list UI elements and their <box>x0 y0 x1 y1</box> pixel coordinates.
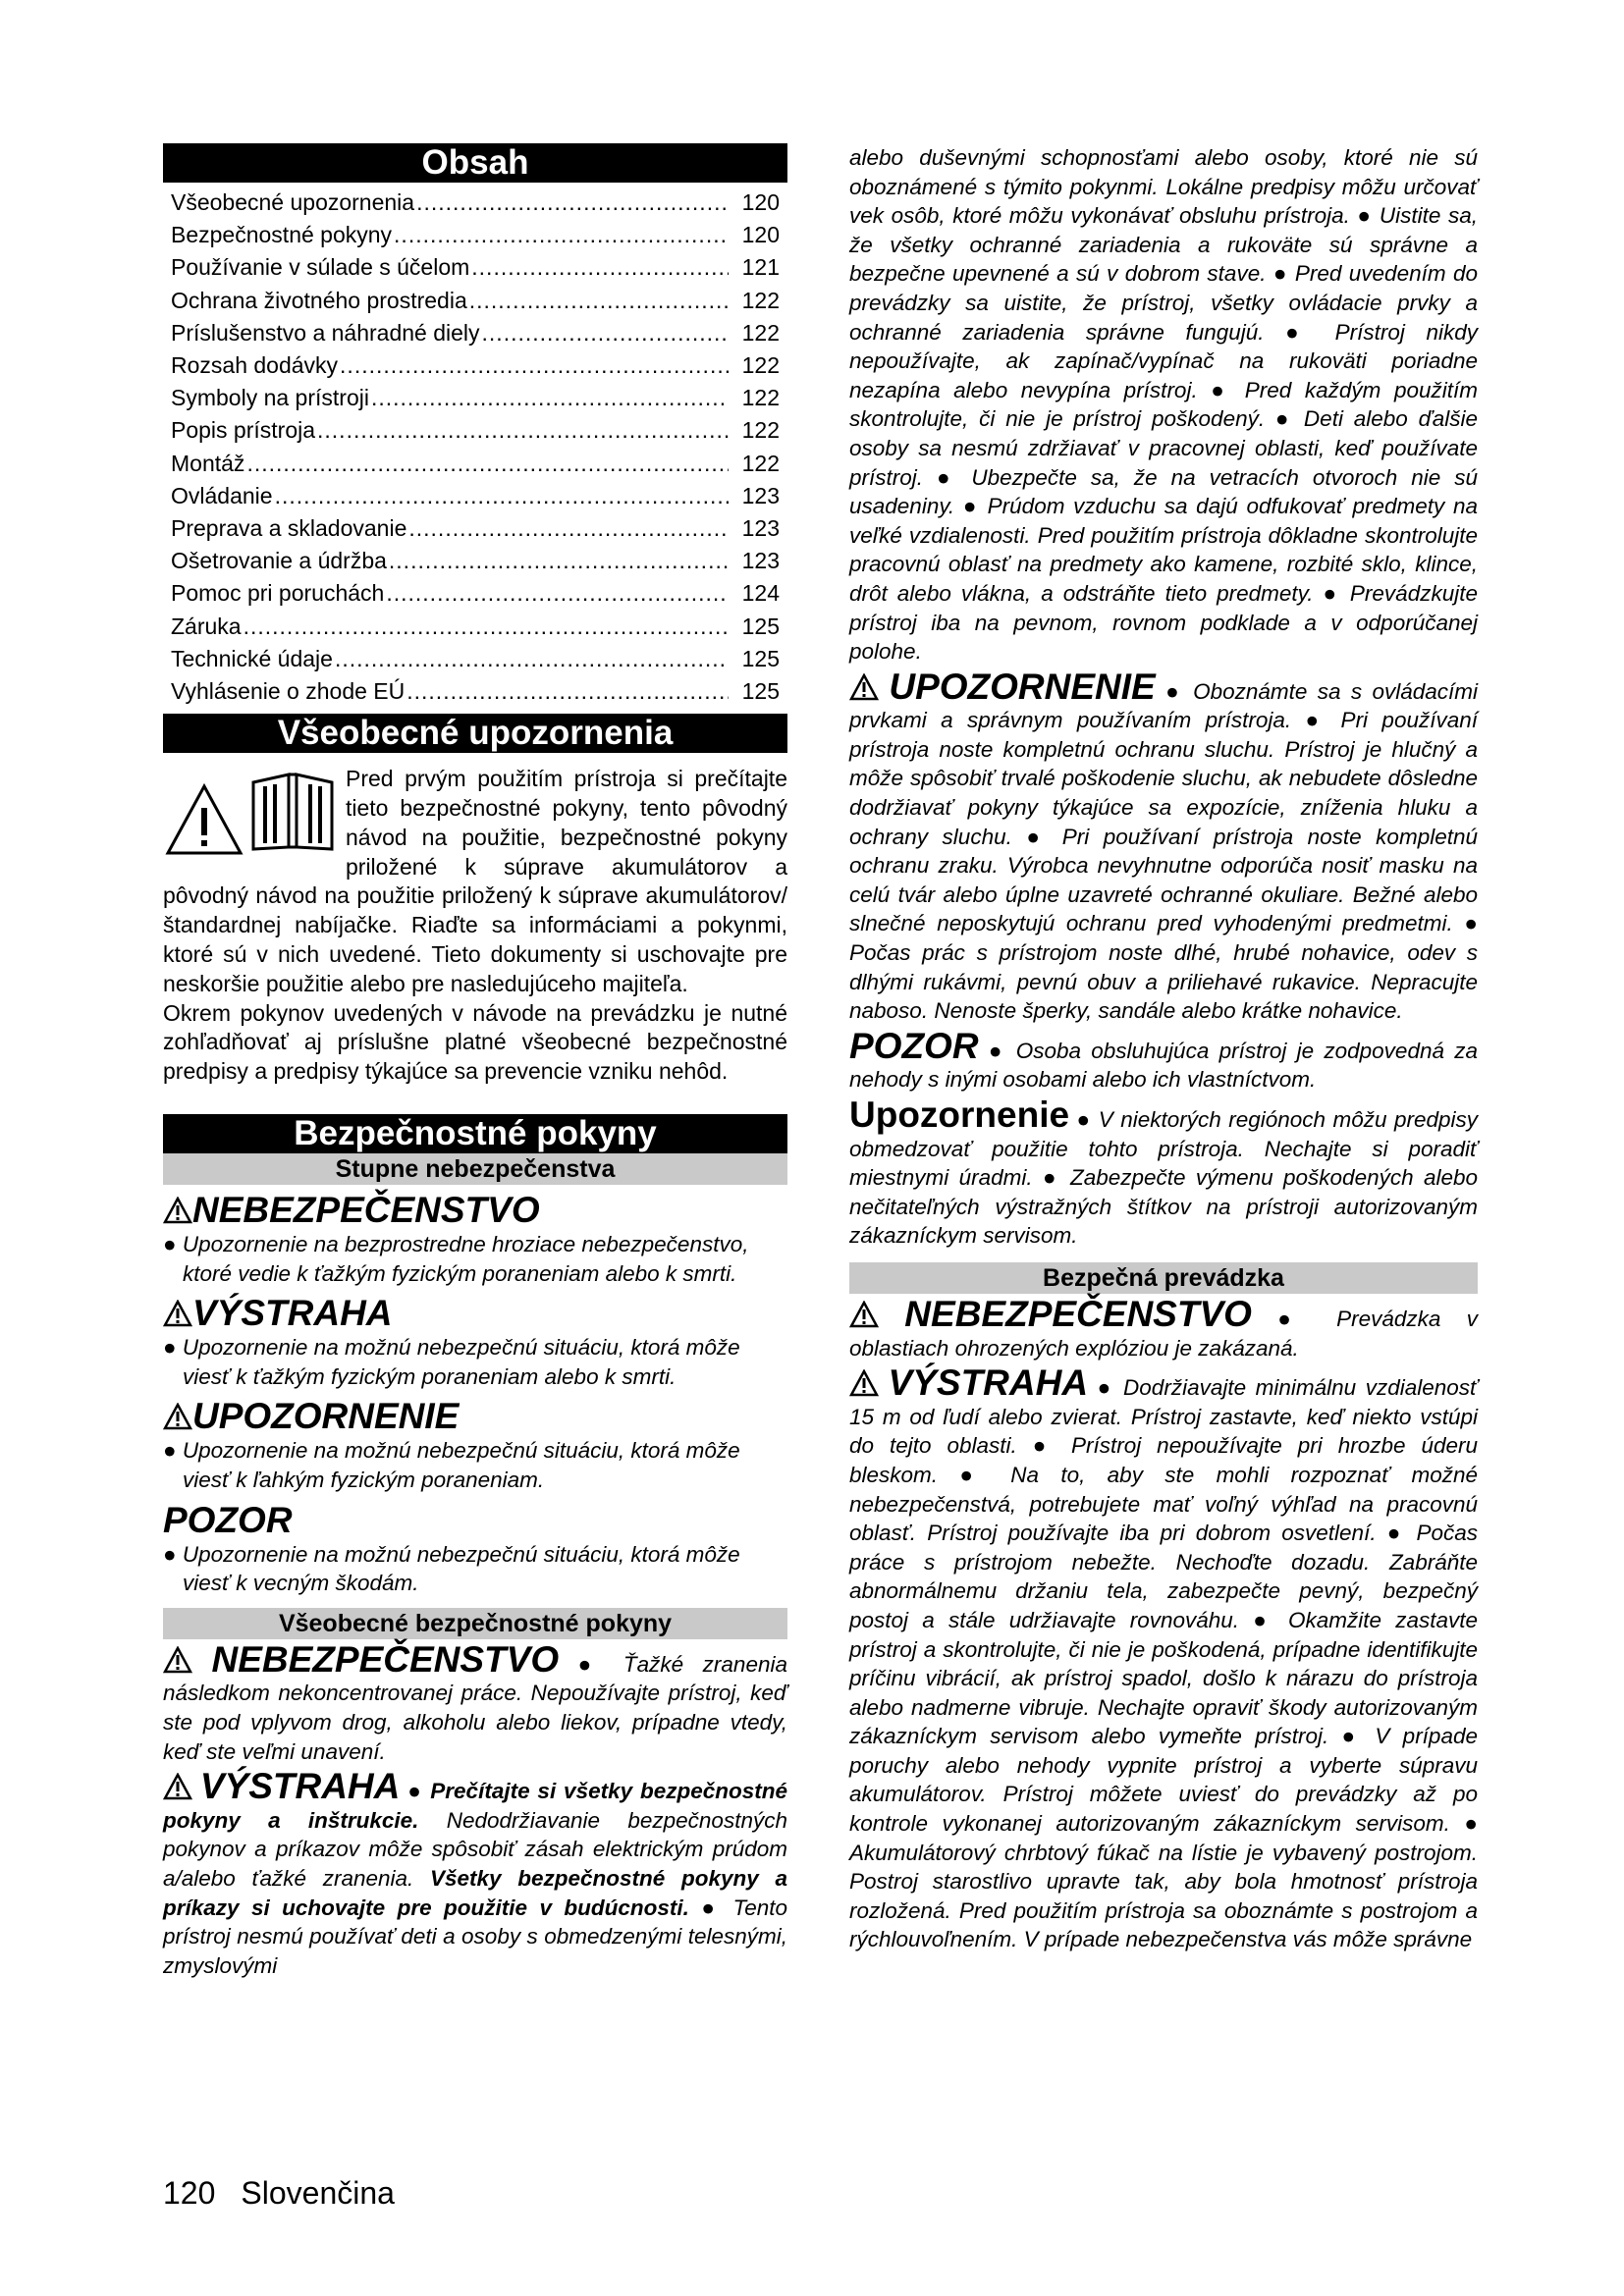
general-notes-title: Všeobecné upozornenia <box>163 714 787 753</box>
caution-paragraph: UPOZORNENIE ● Oboznámte sa s ovládacími prvkami a správnym používaním prístroja. ● Pri používaní prístroja noste kompletnú ochranu sluchu. Prístroj je hlučný a môže spôsobiť trvalé poškodenie sluchu, ak nebudete dôsledne dodržiavať pokyny týkajúce sa expozície, zníženia hluku a ochrany sluchu. ● Pri používaní prístroja noste kompletnú ochranu zraku. Výrobca nevyhnutne odporúča nosiť masku na celú tvár alebo úplne uzavreté ochranné okuliare. Bežné alebo slnečné neposkytujú ochranu pred vyhodenými predmetmi. ● Počas prác s prístrojom noste dlhé, hrubé nohavice, odev s dlhými rukávmi, pevnú obuv a priliehavé rukavice. Nepracujte naboso. Nenoste šperky, sandále alebo krátke nohavice. <box>849 666 1478 1024</box>
safety-continued-text: alebo duševnými schopnosťami alebo osoby, ktoré nie sú oboznámené s týmito pokynmi. Lokálne predpisy môžu určovať vek osôb, ktoré môžu vykonávať obsluhu prístroja. ● Uistite sa, že všetky ochranné zariadenia a rukoväte sú správne a bezpečne upevnené a sú v dobrom stave. ● Pred uvedením do prevádzky sa uistite, že prístroj, všetky ovládacie prvky a ochranné zariadenia správne fungujú. ● Prístroj nikdy nepoužívajte, ak zapínač/vypínač na rukoväti poriadne nezapína alebo nevypína prístroj. ● Pred každým použitím skontrolujte, či nie je prístroj poškodený. ● Deti alebo ďalšie osoby sa nesmú zdržiavať v pracovnej oblasti, keď používate prístroj. ● Ubezpečte sa, že na vetracích otvoroch nie sú usadeniny. ● Prúdom vzduchu sa dajú odfukovať predmety na veľké vzdialenosti. Pred použitím prístroja dôkladne skontrolujte pracovnú oblasť na predmety ako kamene, rozbité sklo, klince, drôt alebo vlákna, a odstráňte tieto predmety. ● Prevádzkujte prístroj iba na pevnom, rovnom podklade a v odporúčanej polohe. <box>849 145 1478 665</box>
toc-entry[interactable]: Bezpečnostné pokyny ..... 120 <box>171 219 780 251</box>
toc-entry[interactable]: Ovládanie ..... 123 <box>171 480 780 512</box>
warning-triangle-icon <box>163 1403 192 1430</box>
page-footer <box>163 2175 420 2212</box>
warning-triangle-icon <box>849 673 879 701</box>
toc-title: Obsah <box>163 143 787 183</box>
toc-entry[interactable]: Všeobecné upozornenia ..... 120 <box>171 187 780 219</box>
general-notes-intro: Pred prvým použitím prístroja si prečítajte tieto bezpečnostné pokyny, tento pôvodný návod na použitie, bezpečnostné pokyny priložené k súprave akumulátorov a pôvodný návod na použitie priložený k súprave akumulátorov/štandardnej nabíjačke. Riaďte sa informáciami a pokynmi, ktoré sú v nich uvedené. Tieto dokumenty si uschovajte pre neskoršie použitie alebo pre nasledujúceho majiteľa. <box>163 766 787 996</box>
toc-entry[interactable]: Montáž ..... 122 <box>171 448 780 480</box>
level-danger-text: ● Upozornenie na bezprostredne hroziace nebezpečenstvo, ktoré vedie k ťažkým fyzickým poraneniam alebo k smrti. <box>163 1232 749 1286</box>
manual-book-icon <box>249 771 336 853</box>
general-notes-para2: Okrem pokynov uvedených v návode na prevádzku je nutné zohľadňovať aj príslušne platné všeobecné bezpečnostné predpisy a predpisy týkajúce sa prevencie vzniku nehôd. <box>163 999 787 1085</box>
warning-triangle-icon <box>849 1369 879 1397</box>
toc-entry[interactable]: Rozsah dodávky ..... 122 <box>171 349 780 382</box>
level-warning-title: VÝSTRAHA <box>163 1294 787 1333</box>
notice-icons <box>163 765 338 863</box>
footer-language: Slovenčina <box>241 2175 395 2211</box>
toc-entry[interactable]: Symboly na prístroji ..... 122 <box>171 382 780 414</box>
safe-danger-paragraph: NEBEZPEČENSTVO ● Prevádzka v oblastiach ohrozených explóziou je zakázaná. <box>849 1293 1478 1361</box>
warning-triangle-icon <box>849 1301 879 1328</box>
toc-entry[interactable]: Technické údaje ..... 125 <box>171 643 780 675</box>
toc-entry[interactable]: Ochrana životného prostredia ..... 122 <box>171 285 780 317</box>
pozor-paragraph: POZOR ● Osoba obsluhujúca prístroj je zodpovedná za nehody s inými osobami alebo ich vlastníctvom. <box>849 1025 1479 1093</box>
toc-entry[interactable]: Používanie v súlade s účelom ..... 121 <box>171 251 780 284</box>
warning-triangle-icon <box>163 1300 192 1327</box>
hazard-levels-title: Stupne nebezpečenstva <box>163 1153 787 1185</box>
warning-triangle-icon <box>163 1197 192 1224</box>
level-attention-title: POZOR <box>163 1499 293 1540</box>
toc-entry[interactable]: Ošetrovanie a údržba ..... 123 <box>171 545 780 577</box>
level-caution-title: UPOZORNENIE <box>163 1397 787 1436</box>
general-safety-title: Všeobecné bezpečnostné pokyny <box>163 1608 787 1639</box>
left-column <box>163 143 787 1980</box>
general-notes <box>163 765 787 1087</box>
level-attention-text: ● Upozornenie na možnú nebezpečnú situáciu, ktorá môže viesť k vecným škodám. <box>163 1541 740 1596</box>
note-paragraph: Upozornenie ● V niektorých regiónoch môžu predpisy obmedzovať použitie tohto prístroja. Nechajte si poradiť miestnymi úradmi. ● Zabezpečte výmenu poškodených alebo nečitateľných výstražných štítkov na prístroji autorizovaným zákazníckym servisom. <box>849 1095 1479 1249</box>
level-danger-title: NEBEZPEČENSTVO <box>163 1191 787 1230</box>
warning-triangle-icon <box>163 1773 192 1800</box>
toc-entry[interactable]: Záruka ..... 125 <box>171 611 780 643</box>
warning-triangle-icon <box>165 782 244 857</box>
safety-title: Bezpečnostné pokyny <box>163 1114 787 1153</box>
table-of-contents <box>163 187 787 708</box>
toc-entry[interactable]: Pomoc pri poruchách ..... 124 <box>171 577 780 610</box>
level-warning-text: ● Upozornenie na možnú nebezpečnú situáciu, ktorá môže viesť k ťažkým fyzickým poraneniam alebo k smrti. <box>163 1335 740 1389</box>
general-danger-paragraph: NEBEZPEČENSTVO ● Ťažké zranenia následkom nekoncentrovanej práce. Nepoužívajte prístroj, keď ste pod vplyvom drog, alkoholu alebo liekov, prípadne vtedy, keď ste veľmi unavení. <box>163 1638 787 1764</box>
toc-entry[interactable]: Vyhlásenie o zhode EÚ ..... 125 <box>171 675 780 708</box>
warning-triangle-icon <box>163 1646 192 1674</box>
page-number: 120 <box>163 2175 216 2211</box>
toc-entry[interactable]: Príslušenstvo a náhradné diely ..... 122 <box>171 317 780 349</box>
safe-operation-title: Bezpečná prevádzka <box>849 1262 1478 1294</box>
safe-warning-paragraph: VÝSTRAHA ● Dodržiavajte minimálnu vzdialenosť 15 m od ľudí alebo zvierat. Prístroj zastavte, keď niekto vstúpi do tejto oblasti. ● Prístroj nepoužívajte pri hrozbe úderu bleskom. ● Na to, aby ste mohli rozpoznať možné nebezpečenstvá, potrebujete mať voľný výhľad na pracovnú oblasť. Prístroj používajte iba pri dobrom osvetlení. ● Počas práce s prístrojom nebežte. Nechoďte dozadu. Zabráňte abnormálnemu držaniu tela, zabezpečte pevný, bezpečný postoj a stále udržiavajte rovnováhu. ● Okamžite zastavte prístroj a skontrolujte, či nie je poškodená, prípadne identifikujte príčinu vibrácií, ak prístroj spadol, došlo k nárazu do prístroja alebo nadmerne vibruje. Nechajte opraviť škody autorizovaným zákazníckym servisom alebo vymeňte prístroj. ● V prípade poruchy alebo nehody vypnite prístroj a vyberte súpravu akumulátorov. Prístroj môžete uviesť do prevádzky až po kontrole vykonanej autorizovaným zákazníckym servisom. ● Akumulátorový chrbtový fúkač na lístie je vybavený postrojom. Postroj starostlivo upravte tak, aby bola hmotnosť prístroja rozložená. Pred použitím prístroja sa oboznámte s postrojom a rýchlouvoľnením. V prípade nebezpečenstva vás môže správne <box>849 1362 1478 1952</box>
general-warning-paragraph: VÝSTRAHA ● Prečítajte si všetky bezpečnostné pokyny a inštrukcie. Nedodržiavanie bezpečnostných pokynov a príkazov môže spôsobiť zásah elektrickým prúdom a/alebo ťažké zranenia. Všetky bezpečnostné pokyny a príkazy si uchovajte pre použitie v budúcnosti. ● Tento prístroj nesmú používať deti a osoby s obmedzenými telesnými, zmyslovými <box>163 1766 788 1978</box>
level-caution-text: ● Upozornenie na možnú nebezpečnú situáciu, ktorá môže viesť k ľahkým fyzickým poraneniam. <box>163 1438 740 1492</box>
toc-entry[interactable]: Popis prístroja ..... 122 <box>171 414 780 447</box>
right-column <box>849 143 1478 1954</box>
toc-entry[interactable]: Preprava a skladovanie ..... 123 <box>171 512 780 545</box>
